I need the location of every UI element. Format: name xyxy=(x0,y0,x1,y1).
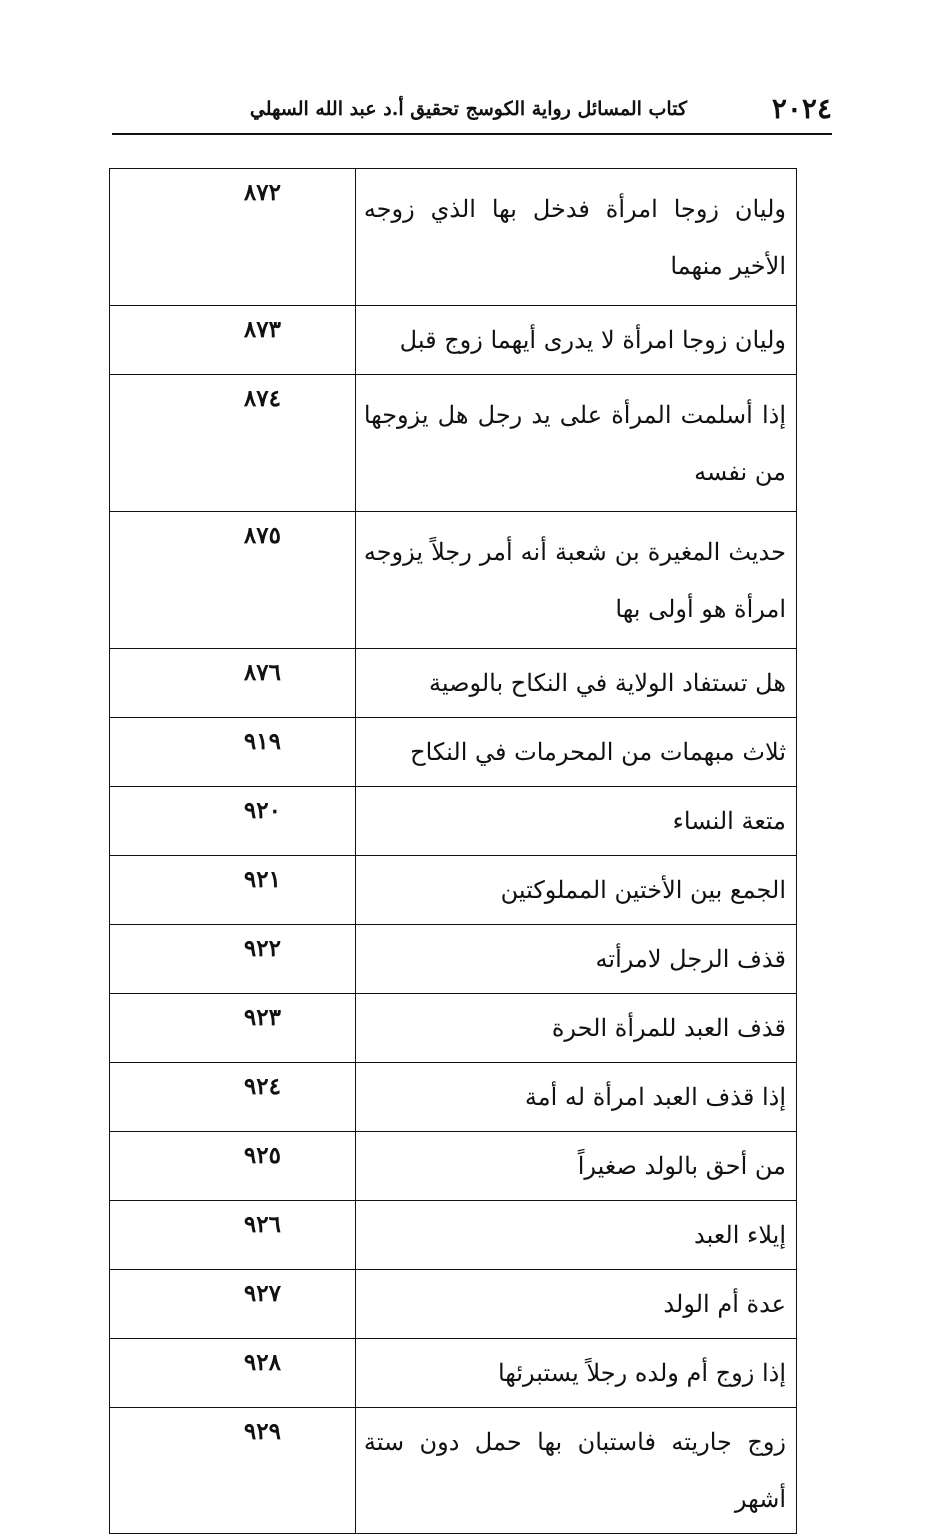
page-ref-cell: ٨٧٥ xyxy=(110,512,356,649)
running-title: كتاب المسائل رواية الكوسج تحقيق أ.د عبد الله السهلي xyxy=(249,98,687,120)
index-row xyxy=(110,856,797,925)
page-number: ٢٠٢٤ xyxy=(771,92,832,125)
topic-cell: إذا زوج أم ولده رجلاً يستبرئها xyxy=(355,1339,796,1408)
topic-cell: هل تستفاد الولاية في النكاح بالوصية xyxy=(355,649,796,718)
page-header xyxy=(112,92,832,132)
index-row xyxy=(110,169,797,306)
index-row xyxy=(110,787,797,856)
index-row xyxy=(110,925,797,994)
page-ref-cell: ٩٢٧ xyxy=(110,1270,356,1339)
page-ref-cell: ٩٢٢ xyxy=(110,925,356,994)
topic-cell: من أحق بالولد صغيراً xyxy=(355,1132,796,1201)
page-ref-cell: ٩٢١ xyxy=(110,856,356,925)
topic-cell: قذف العبد للمرأة الحرة xyxy=(355,994,796,1063)
page-ref-cell: ٩٢٦ xyxy=(110,1201,356,1270)
topic-cell: حديث المغيرة بن شعبة أنه أمر رجلاً يزوجه امرأة هو أولى بها xyxy=(355,512,796,649)
header-divider xyxy=(112,133,832,135)
index-table xyxy=(109,168,797,1534)
page-ref-cell: ٨٧٤ xyxy=(110,375,356,512)
topic-cell: وليان زوجا امرأة لا يدرى أيهما زوج قبل xyxy=(355,306,796,375)
index-row xyxy=(110,1063,797,1132)
topic-cell: زوج جاريته فاستبان بها حمل دون ستة أشهر xyxy=(355,1408,796,1534)
page-ref-cell: ٨٧٣ xyxy=(110,306,356,375)
page-ref-cell: ٩٢٩ xyxy=(110,1408,356,1534)
topic-cell: وليان زوجا امرأة فدخل بها الذي زوجه الأخير منهما xyxy=(355,169,796,306)
page-ref-cell: ٩٢٠ xyxy=(110,787,356,856)
topic-cell: إيلاء العبد xyxy=(355,1201,796,1270)
index-row xyxy=(110,1132,797,1201)
page-ref-cell: ٩٢٣ xyxy=(110,994,356,1063)
index-row xyxy=(110,512,797,649)
topic-cell: الجمع بين الأختين المملوكتين xyxy=(355,856,796,925)
index-row xyxy=(110,1270,797,1339)
page-ref-cell: ٩٢٨ xyxy=(110,1339,356,1408)
topic-cell: عدة أم الولد xyxy=(355,1270,796,1339)
page-ref-cell: ٩١٩ xyxy=(110,718,356,787)
page-ref-cell: ٨٧٢ xyxy=(110,169,356,306)
index-row xyxy=(110,718,797,787)
index-row xyxy=(110,306,797,375)
topic-cell: إذا قذف العبد امرأة له أمة xyxy=(355,1063,796,1132)
page-ref-cell: ٨٧٦ xyxy=(110,649,356,718)
index-row xyxy=(110,649,797,718)
topic-cell: إذا أسلمت المرأة على يد رجل هل يزوجها من نفسه xyxy=(355,375,796,512)
topic-cell: ثلاث مبهمات من المحرمات في النكاح xyxy=(355,718,796,787)
page-ref-cell: ٩٢٥ xyxy=(110,1132,356,1201)
topic-cell: قذف الرجل لامرأته xyxy=(355,925,796,994)
page-ref-cell: ٩٢٤ xyxy=(110,1063,356,1132)
topic-cell: متعة النساء xyxy=(355,787,796,856)
index-row xyxy=(110,1408,797,1534)
index-row xyxy=(110,1339,797,1408)
index-row xyxy=(110,375,797,512)
index-row xyxy=(110,1201,797,1270)
index-row xyxy=(110,994,797,1063)
